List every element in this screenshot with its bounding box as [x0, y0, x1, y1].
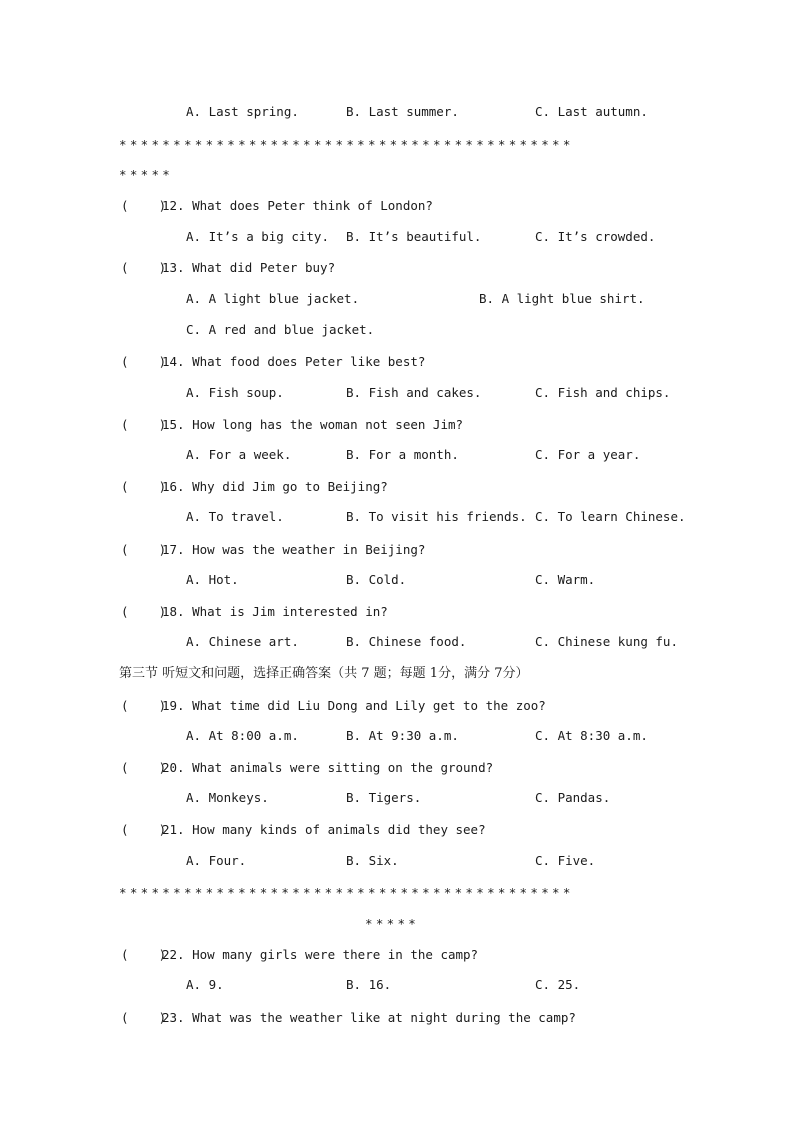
- option-a: A. Hot.: [186, 572, 239, 587]
- option-b: B. Chinese food.: [346, 634, 467, 649]
- star-separator: ******************************************: [119, 885, 574, 900]
- option-c: C. A red and blue jacket.: [186, 322, 375, 337]
- option-b: B. A light blue shirt.: [479, 291, 645, 306]
- star-separator: ******************************************: [119, 137, 574, 152]
- option-b: B. It’s beautiful.: [346, 229, 482, 244]
- option-c: C. Five.: [535, 853, 596, 868]
- question-21: 21. How many kinds of animals did they see?: [162, 822, 486, 837]
- question-19: 19. What time did Liu Dong and Lily get to the zoo?: [162, 698, 546, 713]
- answer-blank[interactable]: ( ): [121, 604, 167, 619]
- answer-blank[interactable]: ( ): [121, 260, 167, 275]
- answer-blank[interactable]: ( ): [121, 822, 167, 837]
- question-22: 22. How many girls were there in the camp?: [162, 947, 479, 962]
- answer-blank[interactable]: ( ): [121, 354, 167, 369]
- answer-blank[interactable]: ( ): [121, 698, 167, 713]
- option-c: C. It’s crowded.: [535, 229, 656, 244]
- answer-blank[interactable]: ( ): [121, 760, 167, 775]
- option-b: B. 16.: [346, 977, 392, 992]
- option-c: C. Pandas.: [535, 790, 611, 805]
- answer-blank[interactable]: ( ): [121, 1010, 167, 1025]
- option-c: C. Last autumn.: [535, 104, 648, 119]
- option-b: B. Six.: [346, 853, 399, 868]
- option-b: B. Tigers.: [346, 790, 422, 805]
- option-b: B. Fish and cakes.: [346, 385, 482, 400]
- option-a: A. 9.: [186, 977, 224, 992]
- option-a: A. At 8:00 a.m.: [186, 728, 299, 743]
- answer-blank[interactable]: ( ): [121, 947, 167, 962]
- option-c: C. Chinese kung fu.: [535, 634, 678, 649]
- option-c: C. 25.: [535, 977, 581, 992]
- question-17: 17. How was the weather in Beijing?: [162, 542, 426, 557]
- question-20: 20. What animals were sitting on the ground?: [162, 760, 494, 775]
- question-15: 15. How long has the woman not seen Jim?: [162, 417, 464, 432]
- option-b: B. For a month.: [346, 447, 459, 462]
- question-23: 23. What was the weather like at night during the camp?: [162, 1010, 576, 1025]
- answer-blank[interactable]: ( ): [121, 417, 167, 432]
- star-separator-tail: *****: [365, 916, 420, 931]
- option-a: A. Last spring.: [186, 104, 299, 119]
- answer-blank[interactable]: ( ): [121, 479, 167, 494]
- option-a: A. A light blue jacket.: [186, 291, 360, 306]
- answer-blank[interactable]: ( ): [121, 542, 167, 557]
- answer-blank[interactable]: ( ): [121, 198, 167, 213]
- option-a: A. For a week.: [186, 447, 292, 462]
- option-a: A. Chinese art.: [186, 634, 299, 649]
- option-c: C. Fish and chips.: [535, 385, 671, 400]
- question-16: 16. Why did Jim go to Beijing?: [162, 479, 388, 494]
- question-14: 14. What food does Peter like best?: [162, 354, 426, 369]
- option-b: B. Cold.: [346, 572, 407, 587]
- option-a: A. Fish soup.: [186, 385, 284, 400]
- option-c: C. Warm.: [535, 572, 596, 587]
- option-b: B. Last summer.: [346, 104, 459, 119]
- section-heading: 第三节 听短文和问题，选择正确答案（共 7 题；每题 1分，满分 7分）: [119, 666, 529, 681]
- star-separator-tail: *****: [119, 167, 174, 182]
- option-c: C. For a year.: [535, 447, 641, 462]
- option-a: A. To travel.: [186, 509, 284, 524]
- option-a: A. Four.: [186, 853, 247, 868]
- option-b: B. To visit his friends.: [346, 509, 527, 524]
- question-12: 12. What does Peter think of London?: [162, 198, 433, 213]
- option-c: C. To learn Chinese.: [535, 509, 686, 524]
- option-b: B. At 9:30 a.m.: [346, 728, 459, 743]
- option-a: A. It’s a big city.: [186, 229, 329, 244]
- option-a: A. Monkeys.: [186, 790, 269, 805]
- option-c: C. At 8:30 a.m.: [535, 728, 648, 743]
- question-18: 18. What is Jim interested in?: [162, 604, 388, 619]
- question-13: 13. What did Peter buy?: [162, 260, 336, 275]
